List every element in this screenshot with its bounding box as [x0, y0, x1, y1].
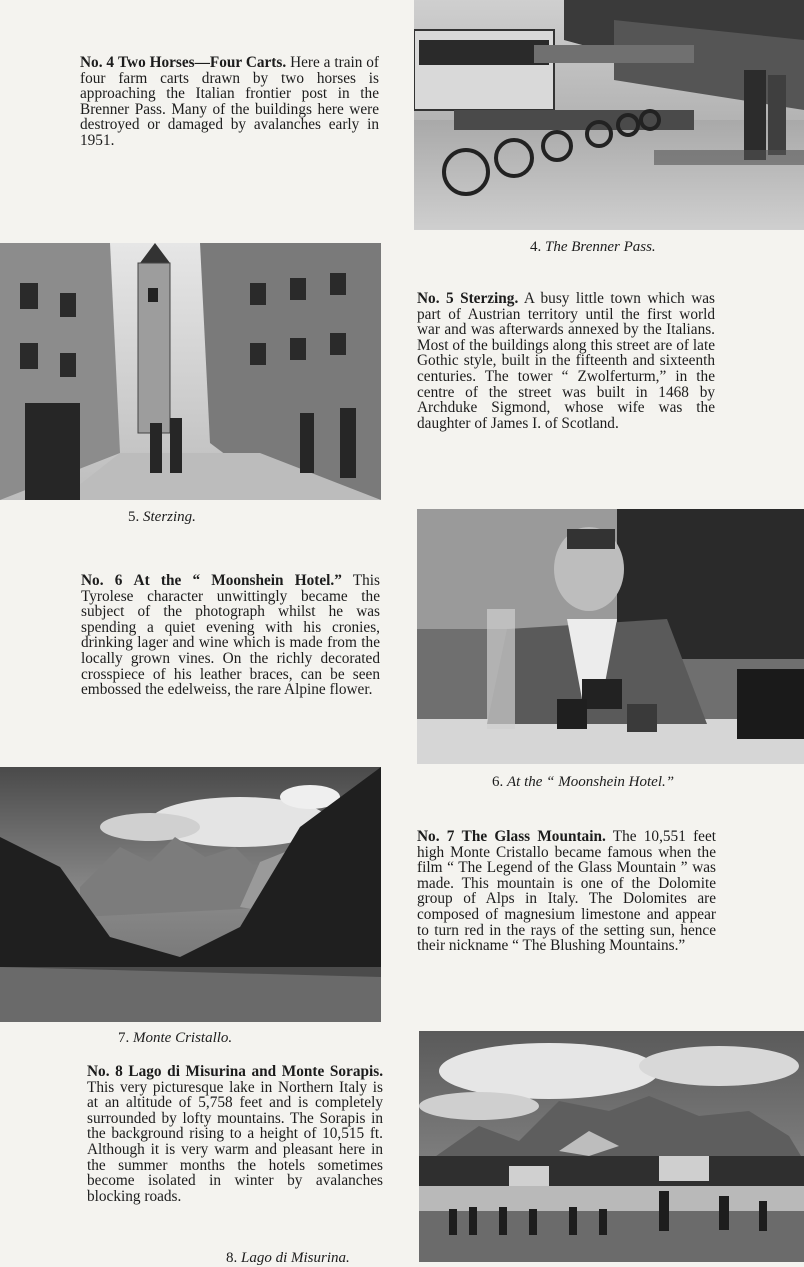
caption-6-title: At the “ Moonshein Hotel.” — [507, 774, 675, 790]
section-7-text — [417, 829, 716, 954]
section-7-title: The Glass Mountain. — [461, 828, 606, 845]
section-8-text — [87, 1064, 383, 1204]
caption-8-number: 8. — [226, 1250, 238, 1266]
monte-cristallo-photo — [0, 767, 381, 1022]
section-6-title: At the “ Moonshein Hotel.” — [133, 572, 342, 589]
section-8-number: No. 8 — [87, 1063, 123, 1080]
section-7-number: No. 7 — [417, 828, 455, 845]
caption-4 — [530, 238, 780, 256]
sterzing-photo — [0, 243, 381, 500]
section-5-body: A busy little town which was part of Austrian territory until the first world war and was afterwards annexed by the Italians. Most of the buildings along this street are of late Gothic style, built in the fifteenth and sixteenth centuries. The tower “ Zwolferturm,” in the centre of the street was built in 1468 by Archduke Sigmond, whose wife was the daughter of James I. of Scotland. — [417, 290, 716, 432]
section-5-number: No. 5 — [417, 290, 454, 307]
caption-4-number: 4. — [530, 239, 542, 255]
moonshein-hotel-photo — [417, 509, 804, 764]
caption-5 — [128, 508, 328, 526]
section-7-body: The 10,551 feet high Monte Cristallo became famous when the film “ The Legend of the Glass Mountain ” was made. This mountain is one of the Dolomite group of Alps in Italy. The Dolomites are composed of magnesium limestone and appear to turn red in the rays of the setting sun, hence their nickname “ The Blushing Mountains.” — [417, 828, 717, 955]
section-8-body: This very picturesque lake in Northern Italy is at an altitude of 5,758 feet and is completely surrounded by lofty mountains. The Sorapis in the background rising to a height of 10,515 ft. Although it is very warm and pleasant here in the summer months the hotels sometimes become isolated in winter by avalanches blocking roads. — [87, 1078, 383, 1205]
caption-5-title: Sterzing. — [143, 509, 196, 525]
brenner-pass-photo — [414, 0, 804, 230]
caption-4-title: The Brenner Pass. — [545, 239, 656, 255]
section-4-number: No. 4 — [80, 54, 115, 71]
lago-di-misurina-photo — [419, 1031, 804, 1262]
section-6-body: This Tyrolese character unwittingly became the subject of the photograph whilst he was spending a quiet evening with his cronies, drinking lager and wine which is made from the locally grown vines. On the richly decorated crosspiece of his leather braces, can be seen embossed the edelweiss, the rare Alpine flower. — [81, 572, 380, 699]
caption-7-number: 7. — [118, 1030, 130, 1046]
section-8-title: Lago di Misurina and Monte Sorapis. — [128, 1063, 384, 1080]
section-4-text — [80, 55, 379, 149]
section-5-text — [417, 291, 715, 431]
caption-5-number: 5. — [128, 509, 140, 525]
section-4-title: Two Horses—Four Carts. — [117, 54, 287, 71]
caption-7 — [118, 1029, 318, 1047]
caption-7-title: Monte Cristallo. — [133, 1030, 233, 1046]
caption-8-title: Lago di Misurina. — [241, 1250, 350, 1266]
section-4-body: Here a train of four farm carts drawn by two horses is approaching the Italian frontier post in the Brenner Pass. Many of the buildings here were destroyed or damaged by avalanches early in 1951. — [80, 54, 380, 149]
section-6-number: No. 6 — [81, 572, 123, 589]
section-6-text — [81, 573, 380, 698]
caption-6 — [492, 773, 792, 791]
caption-8 — [226, 1249, 426, 1267]
section-5-title: Sterzing. — [460, 290, 519, 307]
caption-6-number: 6. — [492, 774, 504, 790]
